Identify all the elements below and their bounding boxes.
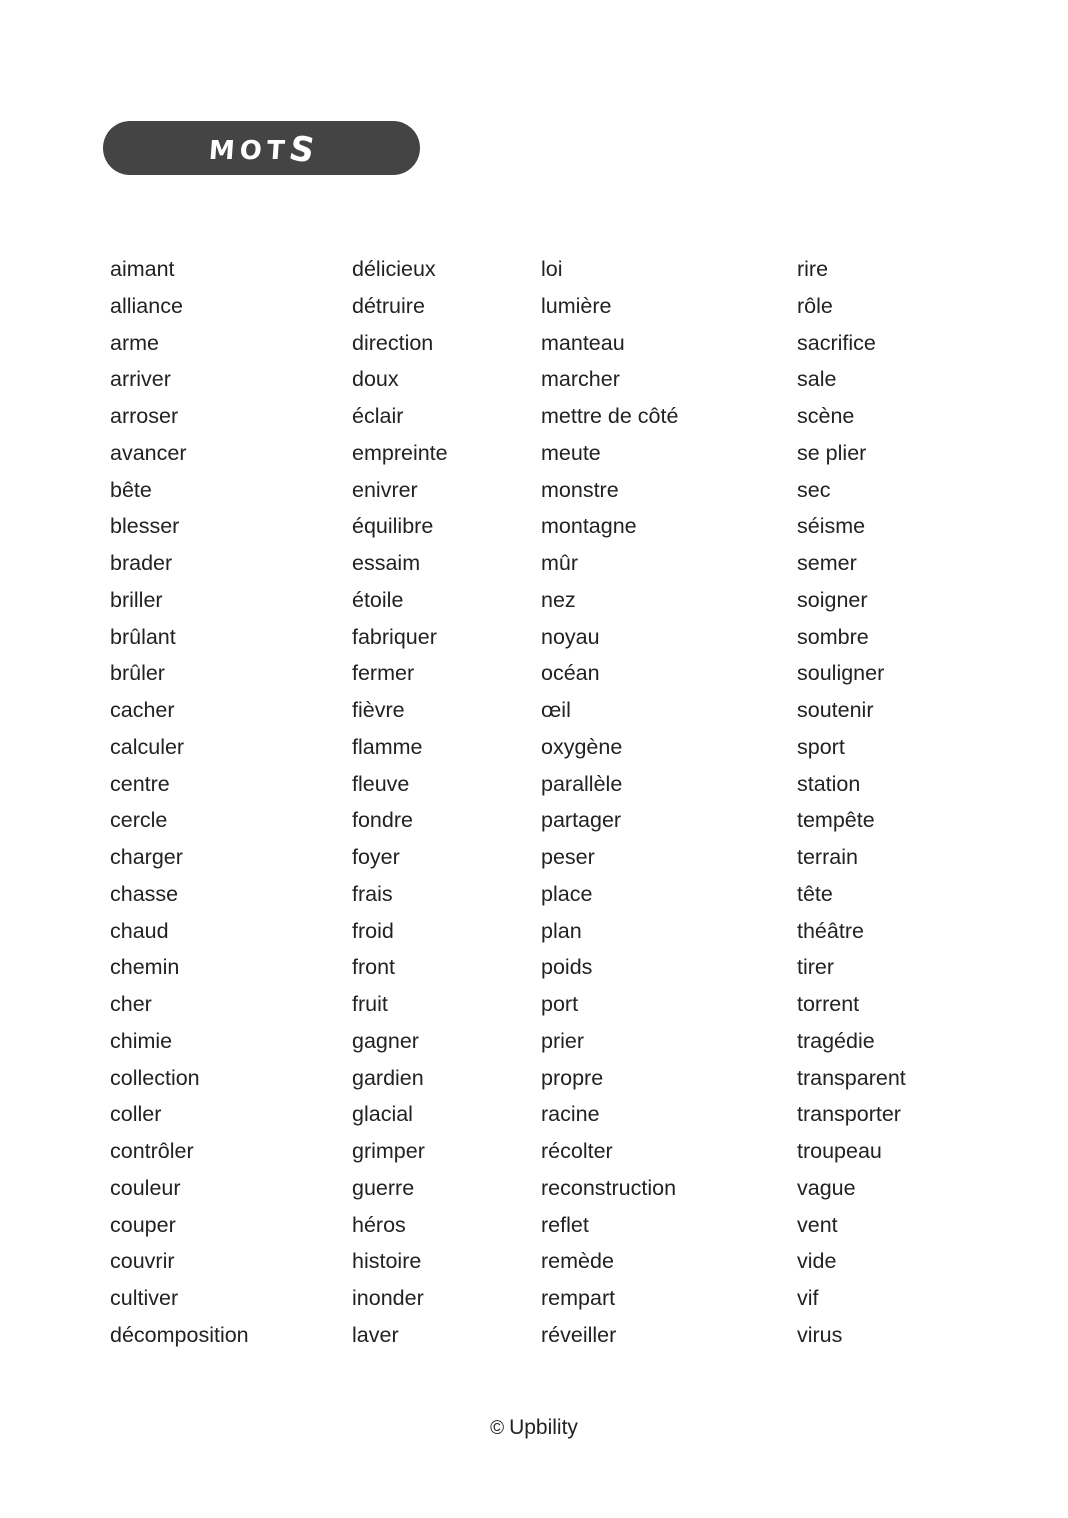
word-item: récolter — [541, 1139, 613, 1163]
word-item: tragédie — [797, 1028, 875, 1053]
word-item: charger — [110, 845, 183, 869]
word-item: essaim — [352, 551, 421, 575]
word-item: foyer — [352, 845, 400, 869]
word-item: front — [352, 955, 396, 980]
word-item: héros — [352, 1212, 406, 1237]
word-item: cultiver — [110, 1286, 179, 1310]
word-item: place — [541, 881, 593, 906]
word-item: meute — [541, 440, 601, 465]
word-item: vague — [797, 1175, 856, 1200]
word-item: port — [541, 992, 579, 1016]
word-item: cacher — [110, 698, 175, 722]
word-item: guerre — [352, 1175, 415, 1200]
word-item: coller — [110, 1102, 162, 1127]
word-item: glacial — [352, 1102, 413, 1127]
word-item: vif — [797, 1286, 819, 1310]
word-item: doux — [352, 367, 399, 392]
word-item: collection — [110, 1065, 200, 1090]
word-item: œil — [541, 698, 571, 722]
word-item: tirer — [797, 955, 835, 980]
word-item: lumière — [541, 293, 612, 318]
word-item: calculer — [110, 734, 185, 759]
word-item: plan — [541, 918, 582, 943]
word-item: marcher — [541, 367, 620, 392]
word-item: fièvre — [352, 698, 405, 722]
word-item: terrain — [797, 845, 858, 869]
word-item: sacrifice — [797, 330, 876, 355]
word-item: souligner — [797, 661, 885, 686]
word-item: racine — [541, 1102, 600, 1127]
word-item: rempart — [541, 1286, 616, 1310]
word-item: bête — [110, 477, 152, 502]
word-item: couleur — [110, 1175, 181, 1200]
word-item: histoire — [352, 1249, 422, 1274]
word-item: oxygène — [541, 734, 623, 759]
word-item: réveiller — [541, 1322, 617, 1347]
word-item: reflet — [541, 1212, 589, 1237]
word-item: poids — [541, 955, 593, 980]
word-column-3 — [541, 251, 678, 1354]
word-item: partager — [541, 808, 622, 833]
word-item: détruire — [352, 293, 425, 318]
word-item: cher — [110, 992, 152, 1016]
word-item: torrent — [797, 992, 860, 1016]
word-item: rôle — [797, 293, 833, 318]
word-item: vent — [797, 1212, 838, 1237]
word-item: troupeau — [797, 1139, 882, 1163]
word-item: transporter — [797, 1102, 901, 1127]
word-item: inonder — [352, 1286, 424, 1310]
word-item: semer — [797, 551, 857, 575]
word-item: monstre — [541, 477, 619, 502]
word-item: prier — [541, 1028, 585, 1053]
page-title-last-letter: S — [285, 128, 318, 172]
word-item: station — [797, 771, 861, 796]
word-item: peser — [541, 845, 595, 869]
word-item: soigner — [797, 587, 868, 612]
word-item: laver — [352, 1322, 399, 1347]
word-item: enivrer — [352, 477, 418, 502]
word-item: parallèle — [541, 771, 623, 796]
word-item: flamme — [352, 734, 423, 759]
title-banner — [103, 121, 420, 175]
word-item: avancer — [110, 440, 187, 465]
word-item: se plier — [797, 440, 867, 465]
word-item: transparent — [797, 1065, 906, 1090]
word-item: mettre de côté — [541, 404, 679, 428]
word-item: éclair — [352, 404, 404, 428]
word-item: fondre — [352, 808, 413, 833]
word-item: frais — [352, 881, 393, 906]
brand-name: Upbility — [509, 1416, 578, 1439]
copyright-symbol: © — [490, 1418, 505, 1439]
word-item: décomposition — [110, 1322, 249, 1347]
word-item: brûler — [110, 661, 165, 686]
word-item: froid — [352, 918, 394, 943]
word-column-4 — [797, 251, 906, 1354]
word-item: scène — [797, 404, 855, 428]
word-item: alliance — [110, 293, 183, 318]
word-item: arriver — [110, 367, 171, 392]
word-item: séisme — [797, 514, 866, 539]
word-item: reconstruction — [541, 1175, 677, 1200]
word-item: théâtre — [797, 918, 864, 943]
word-item: délicieux — [352, 257, 436, 281]
word-item: contrôler — [110, 1139, 194, 1163]
word-item: tempête — [797, 808, 875, 833]
word-item: sombre — [797, 624, 869, 649]
word-item: couper — [110, 1212, 176, 1237]
page-title-main: MOT — [207, 136, 291, 166]
word-item: centre — [110, 771, 170, 796]
word-item: sec — [797, 477, 831, 502]
word-item: gardien — [352, 1065, 424, 1090]
word-item: arme — [110, 330, 159, 355]
word-item: nez — [541, 587, 576, 612]
word-item: aimant — [110, 257, 175, 281]
word-item: chasse — [110, 881, 179, 906]
word-list — [0, 251, 1068, 1361]
word-item: sale — [797, 367, 837, 392]
word-item: brader — [110, 551, 173, 575]
word-item: virus — [797, 1322, 843, 1347]
word-item: étoile — [352, 587, 404, 612]
word-item: mûr — [541, 551, 579, 575]
word-item: cercle — [110, 808, 168, 833]
word-item: fleuve — [352, 771, 410, 796]
word-item: fruit — [352, 992, 388, 1016]
word-item: empreinte — [352, 440, 448, 465]
word-item: arroser — [110, 404, 179, 428]
word-item: sport — [797, 734, 845, 759]
word-item: briller — [110, 587, 163, 612]
word-item: rire — [797, 257, 829, 281]
word-item: grimper — [352, 1139, 425, 1163]
word-item: soutenir — [797, 698, 874, 722]
word-item: loi — [541, 257, 563, 281]
word-column-1 — [110, 251, 249, 1354]
word-item: fabriquer — [352, 624, 437, 649]
word-item: tête — [797, 881, 833, 906]
word-item: fermer — [352, 661, 415, 686]
word-item: chimie — [110, 1028, 173, 1053]
word-item: remède — [541, 1249, 614, 1274]
word-item: océan — [541, 661, 600, 686]
word-item: blesser — [110, 514, 180, 539]
word-item: gagner — [352, 1028, 419, 1053]
word-item: équilibre — [352, 514, 434, 539]
word-item: brûlant — [110, 624, 176, 649]
word-item: montagne — [541, 514, 637, 539]
word-item: chemin — [110, 955, 180, 980]
page-title — [207, 128, 318, 172]
footer — [0, 1416, 1068, 1440]
word-column-2 — [352, 251, 448, 1354]
word-item: vide — [797, 1249, 837, 1274]
word-item: chaud — [110, 918, 169, 943]
word-item: noyau — [541, 624, 600, 649]
word-item: couvrir — [110, 1249, 175, 1274]
word-item: manteau — [541, 330, 625, 355]
word-item: direction — [352, 330, 434, 355]
word-item: propre — [541, 1065, 604, 1090]
